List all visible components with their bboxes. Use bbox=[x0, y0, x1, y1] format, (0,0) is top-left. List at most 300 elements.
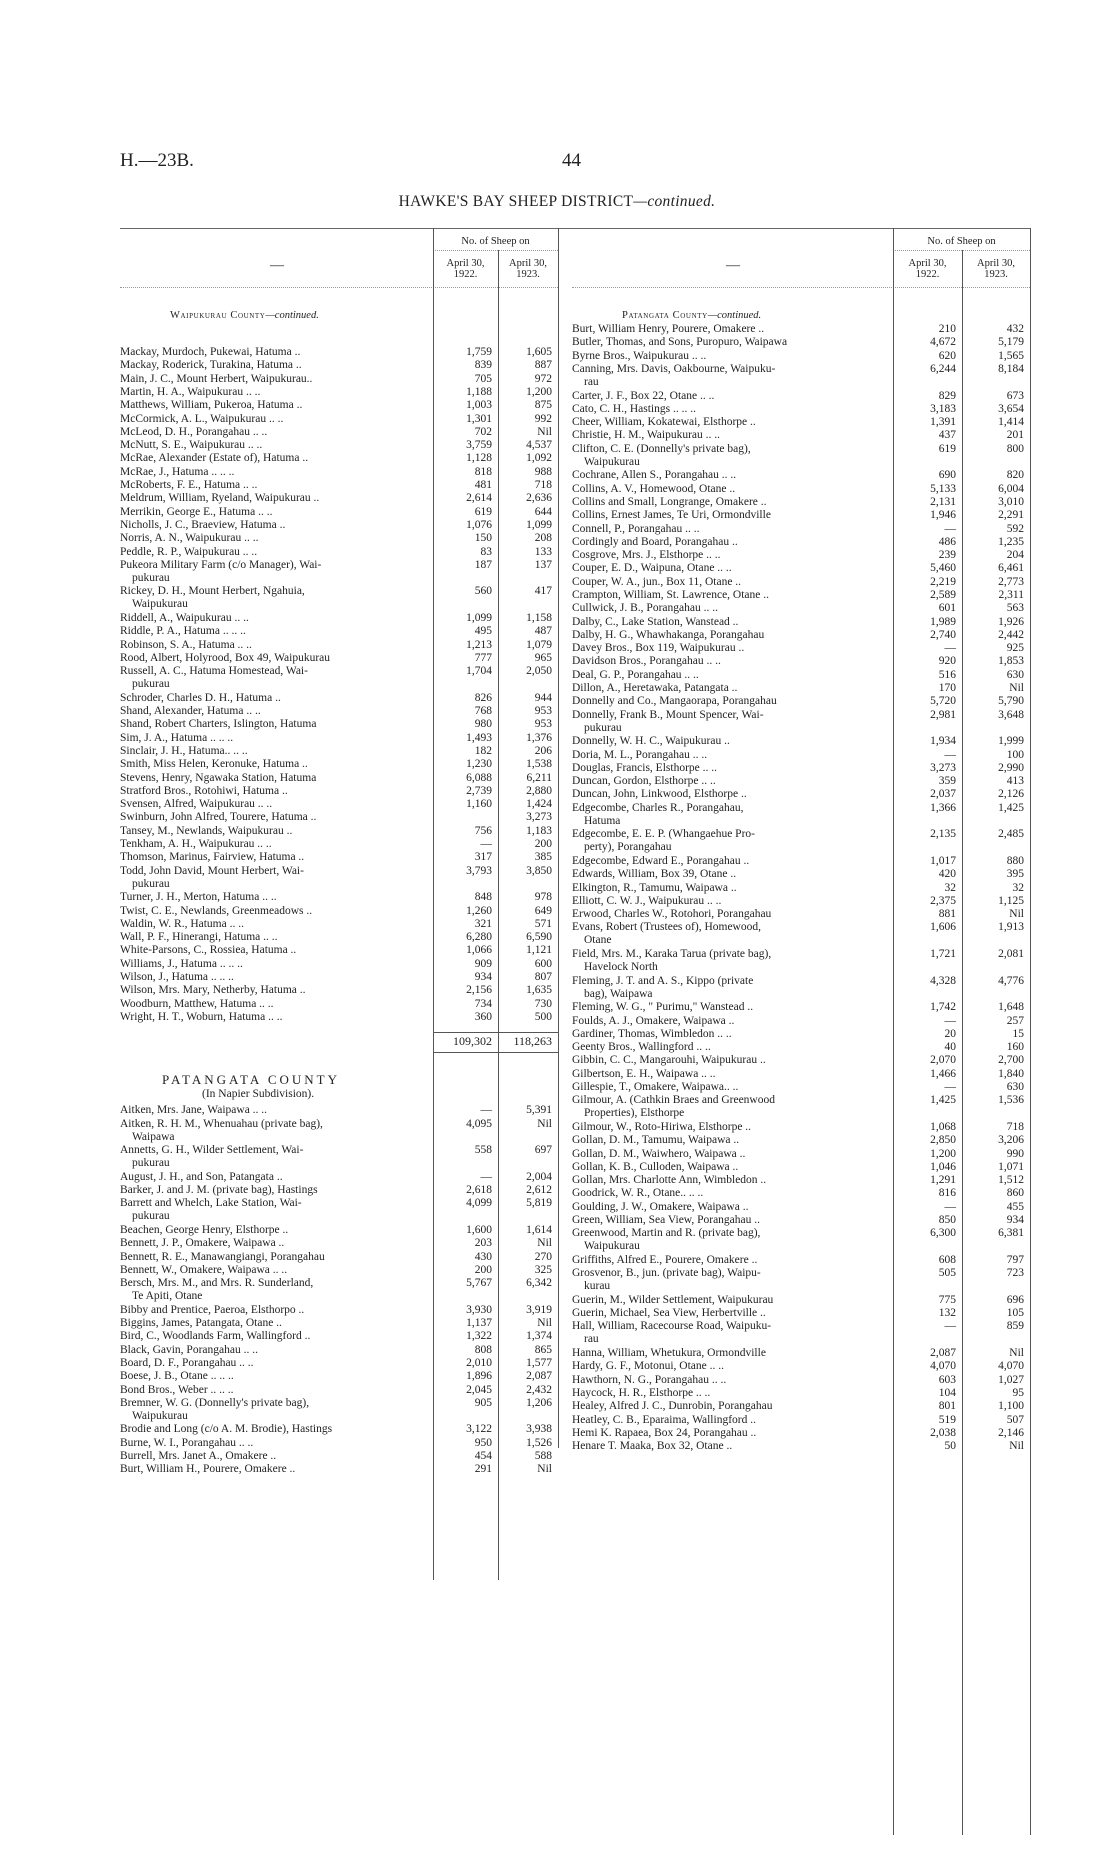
owner-name bbox=[120, 825, 292, 838]
sheep-1922: 850 bbox=[938, 1214, 956, 1226]
title-continued: —continued. bbox=[633, 193, 716, 210]
sheep-1922: 775 bbox=[938, 1294, 956, 1306]
owner-line: Goulding, J. W., Omakere, Waipawa .. bbox=[572, 1201, 749, 1213]
owner-name bbox=[120, 692, 281, 705]
sheep-1923: 6,211 bbox=[526, 772, 552, 784]
sheep-1923: Nil bbox=[537, 426, 552, 438]
owner-name bbox=[120, 439, 262, 452]
owner-name bbox=[572, 695, 777, 708]
sheep-1923: 1,614 bbox=[526, 1224, 552, 1236]
sheep-1923: 592 bbox=[1006, 523, 1024, 535]
sheep-1923: 953 bbox=[534, 718, 552, 730]
owner-line: Hemi K. Rapaea, Box 24, Porangahau .. bbox=[572, 1427, 757, 1439]
right-col2-heading-line: April 30, bbox=[977, 258, 1015, 269]
owner-name bbox=[572, 1400, 772, 1413]
sheep-1922: 3,930 bbox=[466, 1304, 492, 1316]
sheep-1923: 820 bbox=[1006, 469, 1024, 481]
owner-name bbox=[572, 1094, 775, 1121]
owner-line: Collins and Small, Longrange, Omakere .. bbox=[572, 496, 767, 508]
sheep-1922: 1,742 bbox=[930, 1001, 956, 1013]
owner-name bbox=[572, 775, 716, 788]
right-column-rule-3 bbox=[1030, 228, 1031, 1835]
sheep-1923: 1,100 bbox=[998, 1400, 1024, 1412]
sheep-1923: 1,425 bbox=[998, 802, 1024, 814]
owner-line: Mackay, Roderick, Turakina, Hatuma .. bbox=[120, 359, 302, 371]
owner-name bbox=[572, 1307, 766, 1320]
sheep-1923: 2,291 bbox=[998, 509, 1024, 521]
sheep-1922: 182 bbox=[474, 745, 492, 757]
owner-name bbox=[120, 998, 274, 1011]
owner-line: McNutt, S. E., Waipukurau .. .. bbox=[120, 439, 263, 451]
owner-name bbox=[572, 562, 732, 575]
sheep-1922: 1,493 bbox=[466, 732, 492, 744]
sheep-1923: 1,125 bbox=[998, 895, 1024, 907]
sheep-1923: Nil bbox=[1009, 1440, 1024, 1452]
sheep-1923: 1,200 bbox=[526, 386, 552, 398]
sheep-1923: Nil bbox=[1009, 682, 1024, 694]
owner-name bbox=[120, 718, 316, 731]
owner-name bbox=[572, 536, 738, 549]
owner-name bbox=[572, 1294, 773, 1307]
owner-name bbox=[572, 496, 767, 509]
right-group-heading: No. of Sheep on bbox=[927, 236, 996, 247]
owner-name bbox=[572, 788, 747, 801]
sheep-1923: 571 bbox=[534, 918, 552, 930]
owner-line: Byrne Bros., Waipukurau .. .. bbox=[572, 350, 707, 362]
owner-line: Matthews, William, Pukeroa, Hatuma .. bbox=[120, 399, 303, 411]
sheep-1923: 6,342 bbox=[526, 1277, 552, 1289]
sheep-1922: 1,366 bbox=[930, 802, 956, 814]
sheep-1922: 1,301 bbox=[466, 413, 492, 425]
sheep-1923: 644 bbox=[534, 506, 552, 518]
owner-line: Heatley, C. B., Eparaima, Wallingford .. bbox=[572, 1414, 756, 1426]
sheep-1923: 3,938 bbox=[526, 1423, 552, 1435]
owner-name bbox=[572, 908, 771, 921]
sheep-1923: 2,004 bbox=[526, 1171, 552, 1183]
owner-name bbox=[572, 1214, 760, 1227]
sheep-1923: 1,526 bbox=[526, 1437, 552, 1449]
owner-line: Schroder, Charles D. H., Hatuma .. bbox=[120, 692, 281, 704]
owner-name bbox=[120, 559, 321, 586]
owner-line: Sim, J. A., Hatuma .. .. .. bbox=[120, 732, 234, 744]
section-name: Patangata County bbox=[622, 310, 708, 321]
owner-line: Henare T. Maaka, Box 32, Otane .. bbox=[572, 1440, 733, 1452]
owner-name bbox=[120, 1397, 309, 1424]
sheep-1922: 170 bbox=[938, 682, 956, 694]
sheep-1923: 3,850 bbox=[526, 865, 552, 877]
sheep-1923: 206 bbox=[534, 745, 552, 757]
sheep-1923: 673 bbox=[1006, 390, 1024, 402]
owner-line: Bremner, W. G. (Donnelly's private bag), bbox=[120, 1397, 310, 1409]
owner-name bbox=[120, 758, 308, 771]
owner-line: Pukeora Military Farm (c/o Manager), Wai- bbox=[120, 559, 322, 571]
sheep-1922: 801 bbox=[938, 1400, 956, 1412]
sheep-1922: 601 bbox=[938, 602, 956, 614]
sheep-1923: 385 bbox=[534, 851, 552, 863]
sheep-1922: 702 bbox=[474, 426, 492, 438]
sheep-1923: 990 bbox=[1006, 1148, 1024, 1160]
owner-line: Haycock, H. R., Elsthorpe .. .. bbox=[572, 1387, 711, 1399]
owner-line: Annetts, G. H., Wilder Settlement, Wai- bbox=[120, 1144, 304, 1156]
owner-line: Guerin, M., Wilder Settlement, Waipukurau bbox=[572, 1294, 774, 1306]
owner-line: Nicholls, J. C., Braeview, Hatuma .. bbox=[120, 519, 286, 531]
sheep-1922: 2,614 bbox=[466, 492, 492, 504]
sheep-1922: 2,038 bbox=[930, 1427, 956, 1439]
sheep-1923: 3,919 bbox=[526, 1304, 552, 1316]
sheep-1923: 1,577 bbox=[526, 1357, 552, 1369]
owner-name bbox=[572, 642, 744, 655]
owner-line: August, J. H., and Son, Patangata .. bbox=[120, 1171, 283, 1183]
sheep-1922: 816 bbox=[938, 1187, 956, 1199]
sheep-1923: 257 bbox=[1006, 1015, 1024, 1027]
sheep-1923: 3,648 bbox=[998, 709, 1024, 721]
owner-line: Douglas, Francis, Elsthorpe .. .. bbox=[572, 762, 718, 774]
owner-name bbox=[120, 625, 246, 638]
owner-name bbox=[572, 443, 751, 470]
total-1923: 118,263 bbox=[513, 1034, 552, 1049]
owner-name bbox=[572, 1121, 751, 1134]
owner-name bbox=[120, 785, 288, 798]
owner-line: Doria, M. L., Porangahau .. .. bbox=[572, 749, 708, 761]
total-1922: 109,302 bbox=[453, 1034, 492, 1049]
sheep-1923: 2,880 bbox=[526, 785, 552, 797]
owner-line: Collins, Ernest James, Te Uri, Ormondville bbox=[572, 509, 771, 521]
sheep-1923: 500 bbox=[534, 1011, 552, 1023]
owner-line: Waipukurau bbox=[584, 1240, 640, 1253]
sheep-1922: 690 bbox=[938, 469, 956, 481]
owner-line: Stratford Bros., Rotohiwi, Hatuma .. bbox=[120, 785, 288, 797]
sheep-1923: 649 bbox=[534, 905, 552, 917]
owner-line: Wilson, J., Hatuma .. .. .. bbox=[120, 971, 234, 983]
owner-line: Riddell, A., Waipukurau .. .. bbox=[120, 612, 249, 624]
sheep-1923: 413 bbox=[1006, 775, 1024, 787]
owner-name bbox=[120, 798, 272, 811]
sheep-1923: 137 bbox=[534, 559, 552, 571]
sheep-1922: 3,759 bbox=[466, 439, 492, 451]
sheep-1923: 800 bbox=[1006, 443, 1024, 455]
sheep-1922: — bbox=[944, 642, 956, 654]
owner-line: Greenwood, Martin and R. (private bag), bbox=[572, 1227, 761, 1239]
owner-line: Todd, John David, Mount Herbert, Wai- bbox=[120, 865, 304, 877]
sheep-1923: 696 bbox=[1006, 1294, 1024, 1306]
sheep-1922: 920 bbox=[938, 655, 956, 667]
owner-name bbox=[572, 882, 737, 895]
owner-line: Riddle, P. A., Hatuma .. .. .. bbox=[120, 625, 246, 637]
owner-line: Hatuma bbox=[584, 815, 621, 828]
owner-line: Otane bbox=[584, 934, 612, 947]
sheep-1923: 270 bbox=[534, 1251, 552, 1263]
owner-name bbox=[120, 984, 306, 997]
sheep-1923: 8,184 bbox=[998, 363, 1024, 375]
sheep-1922: 1,188 bbox=[466, 386, 492, 398]
owner-name bbox=[120, 905, 312, 918]
sheep-1923: 6,461 bbox=[998, 562, 1024, 574]
owner-name bbox=[120, 506, 272, 519]
owner-name bbox=[120, 838, 272, 851]
sheep-1923: 718 bbox=[1006, 1121, 1024, 1133]
owner-line: pukurau bbox=[584, 722, 622, 735]
owner-line: Biggins, James, Patangata, Otane .. bbox=[120, 1317, 282, 1329]
sheep-1922: 1,128 bbox=[466, 452, 492, 464]
section-name: Waipukurau County bbox=[170, 310, 266, 321]
owner-name bbox=[572, 363, 775, 390]
sheep-1922: 768 bbox=[474, 705, 492, 717]
sheep-1922: 1,291 bbox=[930, 1174, 956, 1186]
owner-line: Boese, J. B., Otane .. .. .. bbox=[120, 1370, 234, 1382]
left-section-heading bbox=[170, 310, 319, 321]
section-continued: —continued. bbox=[265, 310, 319, 321]
owner-line: McLeod, D. H., Porangahau .. .. bbox=[120, 426, 268, 438]
owner-name bbox=[120, 546, 257, 559]
owner-line: Rood, Albert, Holyrood, Box 49, Waipukurau bbox=[120, 652, 330, 664]
left-column-rule-3 bbox=[558, 228, 559, 1448]
owner-line: McRoberts, F. E., Hatuma .. .. bbox=[120, 479, 258, 491]
owner-line: Dalby, H. G., Whawhakanga, Porangahau bbox=[572, 629, 765, 641]
owner-line: Erwood, Charles W., Rotohori, Porangahau bbox=[572, 908, 772, 920]
owner-name bbox=[572, 1054, 766, 1067]
sheep-1923: 875 bbox=[534, 399, 552, 411]
owner-line: Waldin, W. R., Hatuma .. .. bbox=[120, 918, 244, 930]
owner-name bbox=[120, 665, 308, 692]
sheep-1922: 2,850 bbox=[930, 1134, 956, 1146]
sheep-1923: 133 bbox=[534, 546, 552, 558]
owner-name bbox=[120, 1237, 284, 1250]
left-subheading-rule bbox=[120, 287, 558, 288]
sheep-1923: 200 bbox=[534, 838, 552, 850]
sheep-1923: 6,381 bbox=[998, 1227, 1024, 1239]
owner-line: Waipukurau bbox=[584, 456, 640, 469]
sheep-1922: 359 bbox=[938, 775, 956, 787]
sheep-1922: 3,273 bbox=[930, 762, 956, 774]
owner-line: Fleming, J. T. and A. S., Kippo (private bbox=[572, 975, 754, 987]
sheep-1923: 1,512 bbox=[998, 1174, 1024, 1186]
sheep-1922: 560 bbox=[474, 585, 492, 597]
owner-name bbox=[572, 669, 699, 682]
owner-name bbox=[572, 868, 736, 881]
sheep-1923: 1,414 bbox=[998, 416, 1024, 428]
owner-name bbox=[572, 709, 764, 736]
owner-line: pukurau bbox=[132, 878, 170, 891]
owner-line: Shand, Robert Charters, Islington, Hatuma bbox=[120, 718, 317, 730]
owner-name bbox=[120, 413, 283, 426]
right-col2-heading-line: 1923. bbox=[984, 269, 1008, 280]
sheep-1923: 1,999 bbox=[998, 735, 1024, 747]
owner-line: Edgecombe, E. E. P. (Whangaehue Pro- bbox=[572, 828, 755, 840]
owner-line: pukurau bbox=[132, 1157, 170, 1170]
owner-name bbox=[120, 1224, 288, 1237]
sheep-1923: 600 bbox=[534, 958, 552, 970]
sheep-1923: Nil bbox=[537, 1118, 552, 1130]
owner-line: rau bbox=[584, 1333, 599, 1346]
sheep-1923: 3,654 bbox=[998, 403, 1024, 415]
owner-name bbox=[120, 359, 302, 372]
sheep-1923: 880 bbox=[1006, 855, 1024, 867]
owner-name bbox=[572, 655, 721, 668]
owner-name bbox=[572, 735, 730, 748]
sheep-1922: 519 bbox=[938, 1414, 956, 1426]
sheep-1922: 150 bbox=[474, 532, 492, 544]
sheep-1922: 734 bbox=[474, 998, 492, 1010]
owner-name bbox=[572, 403, 696, 416]
sheep-1922: 5,720 bbox=[930, 695, 956, 707]
sheep-1922: — bbox=[944, 749, 956, 761]
sheep-1922: 1,066 bbox=[466, 944, 492, 956]
sheep-1922: 83 bbox=[480, 546, 492, 558]
sheep-1923: 978 bbox=[534, 891, 552, 903]
sheep-1922: 1,200 bbox=[930, 1148, 956, 1160]
sheep-1922: 317 bbox=[474, 851, 492, 863]
owner-name bbox=[120, 1104, 267, 1117]
owner-line: White-Parsons, C., Rossiea, Hatuma .. bbox=[120, 944, 297, 956]
sheep-1922: 619 bbox=[474, 506, 492, 518]
sheep-1922: — bbox=[480, 1171, 492, 1183]
sheep-1923: 934 bbox=[1006, 1214, 1024, 1226]
sheep-1923: 395 bbox=[1006, 868, 1024, 880]
owner-line: Cochrane, Allen S., Porangahau .. .. bbox=[572, 469, 737, 481]
sheep-1922: 1,896 bbox=[466, 1370, 492, 1382]
sheep-1923: 1,071 bbox=[998, 1161, 1024, 1173]
sheep-1922: 1,137 bbox=[466, 1317, 492, 1329]
sheep-1922: — bbox=[944, 1015, 956, 1027]
owner-name bbox=[572, 828, 755, 855]
sheep-1923: 630 bbox=[1006, 1081, 1024, 1093]
sheep-1923: 2,146 bbox=[998, 1427, 1024, 1439]
owner-name bbox=[572, 749, 707, 762]
sheep-1922: 905 bbox=[474, 1397, 492, 1409]
owner-line: Aitken, Mrs. Jane, Waipawa .. .. bbox=[120, 1104, 268, 1116]
owner-name bbox=[572, 1174, 766, 1187]
owner-name bbox=[572, 1227, 760, 1254]
owner-name bbox=[572, 523, 699, 536]
sheep-1923: 1,183 bbox=[526, 825, 552, 837]
owner-line: Beachen, George Henry, Elsthorpe .. bbox=[120, 1224, 289, 1236]
sheep-1923: 2,485 bbox=[998, 828, 1024, 840]
left-col1-heading-line: 1922. bbox=[453, 269, 478, 280]
owner-name bbox=[572, 350, 706, 363]
sheep-1923: 3,010 bbox=[998, 496, 1024, 508]
sheep-1922: 6,088 bbox=[466, 772, 492, 784]
sheep-1923: 1,235 bbox=[998, 536, 1024, 548]
owner-line: Black, Gavin, Porangahau .. .. bbox=[120, 1344, 258, 1356]
owner-line: Te Apiti, Otane bbox=[132, 1290, 203, 1303]
sheep-1923: 1,376 bbox=[526, 732, 552, 744]
owner-line: Evans, Robert (Trustees of), Homewood, bbox=[572, 921, 761, 933]
owner-name bbox=[120, 479, 257, 492]
sheep-1923: 1,099 bbox=[526, 519, 552, 531]
owner-line: Cheer, William, Kokatewai, Elsthorpe .. bbox=[572, 416, 756, 428]
sheep-1922: 2,618 bbox=[466, 1184, 492, 1196]
sheep-1923: 95 bbox=[1012, 1387, 1024, 1399]
owner-name bbox=[572, 483, 735, 496]
owner-line: Davey Bros., Box 119, Waipukurau .. bbox=[572, 642, 745, 654]
owner-name bbox=[572, 1267, 761, 1294]
owner-line: Grosvenor, B., jun. (private bag), Waipu- bbox=[572, 1267, 761, 1279]
sheep-1923: 1,027 bbox=[998, 1374, 1024, 1386]
sheep-1923: 865 bbox=[534, 1344, 552, 1356]
sheep-1923: 1,374 bbox=[526, 1330, 552, 1342]
owner-line: Williams, J., Hatuma .. .. .. bbox=[120, 958, 243, 970]
sheep-1922: 980 bbox=[474, 718, 492, 730]
sheep-1922: 2,037 bbox=[930, 788, 956, 800]
owner-line: Svensen, Alfred, Waipukurau .. .. bbox=[120, 798, 273, 810]
owner-name bbox=[120, 1330, 310, 1343]
owner-name bbox=[572, 1374, 726, 1387]
sheep-1923: 2,081 bbox=[998, 948, 1024, 960]
owner-name bbox=[572, 1134, 739, 1147]
sheep-1922: 6,300 bbox=[930, 1227, 956, 1239]
left-col2-heading-line: 1923. bbox=[516, 269, 540, 280]
sheep-1922: 495 bbox=[474, 625, 492, 637]
owner-name bbox=[120, 1450, 276, 1463]
sheep-1923: 1,206 bbox=[526, 1397, 552, 1409]
county-subheading: (In Napier Subdivision). bbox=[202, 1088, 315, 1101]
sheep-1923: 507 bbox=[1006, 1414, 1024, 1426]
sheep-1923: 944 bbox=[534, 692, 552, 704]
owner-line: Foulds, A. J., Omakere, Waipawa .. bbox=[572, 1015, 735, 1027]
owner-line: Waipukurau bbox=[132, 1410, 188, 1423]
owner-name bbox=[120, 466, 234, 479]
owner-name bbox=[120, 399, 302, 412]
sheep-1922: 818 bbox=[474, 466, 492, 478]
left-heading-rule bbox=[433, 250, 558, 251]
owner-name bbox=[120, 1304, 304, 1317]
sheep-1923: 2,087 bbox=[526, 1370, 552, 1382]
left-col1-heading-line: April 30, bbox=[446, 258, 485, 269]
owner-line: Hanna, William, Whetukura, Ormondville bbox=[572, 1347, 766, 1359]
sheep-1922: 2,375 bbox=[930, 895, 956, 907]
owner-line: Havelock North bbox=[584, 961, 658, 974]
owner-line: Couper, W. A., jun., Box 11, Otane .. bbox=[572, 576, 742, 588]
sheep-1922: 829 bbox=[938, 390, 956, 402]
owner-line: Russell, A. C., Hatuma Homestead, Wai- bbox=[120, 665, 308, 677]
owner-line: Crampton, William, St. Lawrence, Otane .. bbox=[572, 589, 770, 601]
owner-line: Carter, J. F., Box 22, Otane .. .. bbox=[572, 390, 715, 402]
left-col1-heading bbox=[433, 258, 498, 280]
sheep-1922: — bbox=[944, 1201, 956, 1213]
sheep-1923: 2,636 bbox=[526, 492, 552, 504]
sheep-1922: 2,981 bbox=[930, 709, 956, 721]
sheep-1923: 1,913 bbox=[998, 921, 1024, 933]
sheep-1923: 988 bbox=[534, 466, 552, 478]
owner-line: Canning, Mrs. Davis, Oakbourne, Waipuku- bbox=[572, 363, 776, 375]
owner-name bbox=[120, 958, 243, 971]
owner-line: Tansey, M., Newlands, Waipukurau .. bbox=[120, 825, 293, 837]
sheep-1922: 756 bbox=[474, 825, 492, 837]
sheep-1923: 1,538 bbox=[526, 758, 552, 770]
sheep-1923: 4,776 bbox=[998, 975, 1024, 987]
owner-line: Martin, H. A., Waipukurau .. .. bbox=[120, 386, 261, 398]
owner-name bbox=[572, 1414, 756, 1427]
sheep-1923: 208 bbox=[534, 532, 552, 544]
sheep-1922: 1,160 bbox=[466, 798, 492, 810]
owner-line: Waipukurau bbox=[132, 598, 188, 611]
owner-line: Gollan, D. M., Waiwhero, Waipawa .. bbox=[572, 1148, 746, 1160]
sheep-1922: 50 bbox=[944, 1440, 956, 1452]
sheep-1923: 201 bbox=[1006, 429, 1024, 441]
owner-name bbox=[572, 1081, 738, 1094]
sheep-1922: 1,076 bbox=[466, 519, 492, 531]
owner-line: Gollan, Mrs. Charlotte Ann, Wimbledon .. bbox=[572, 1174, 767, 1186]
owner-name bbox=[572, 802, 744, 829]
sheep-1922: 6,244 bbox=[930, 363, 956, 375]
sheep-1922: 848 bbox=[474, 891, 492, 903]
sheep-1923: 1,079 bbox=[526, 639, 552, 651]
sheep-1923: 723 bbox=[1006, 1267, 1024, 1279]
sheep-1922: 1,759 bbox=[466, 346, 492, 358]
owner-name bbox=[120, 811, 316, 824]
owner-name bbox=[572, 469, 736, 482]
sheep-1922: 839 bbox=[474, 359, 492, 371]
